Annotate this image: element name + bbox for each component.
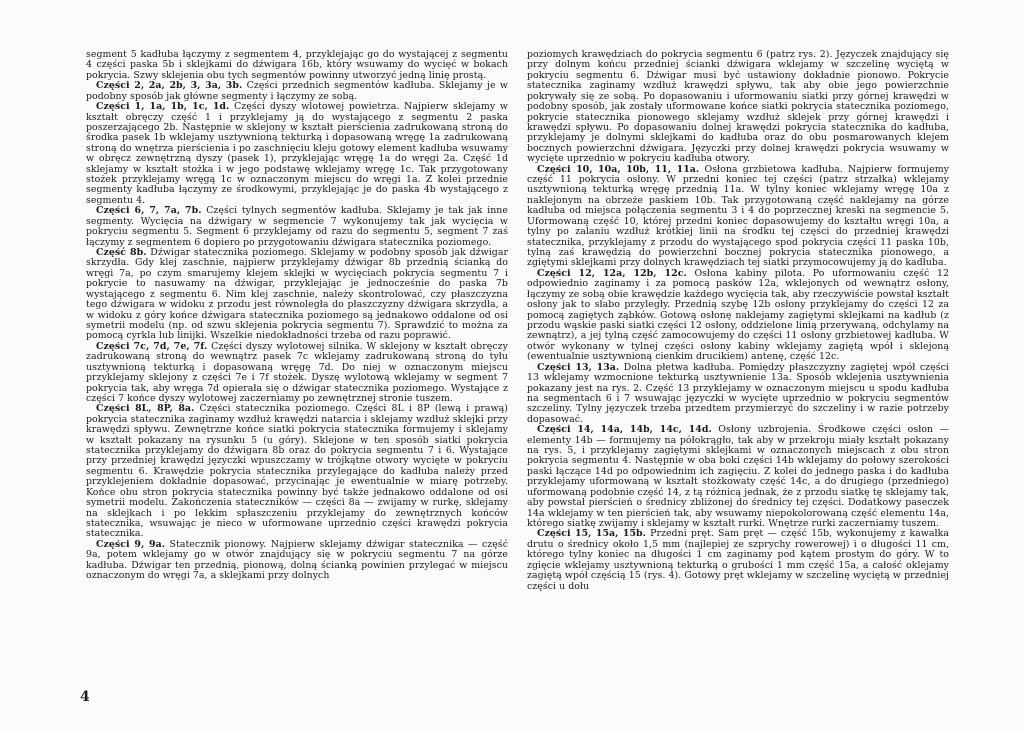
section-heading: Części 1, 1a, 1b, 1c, 1d.: [96, 101, 230, 113]
paragraph-text: Osłony uzbrojenia. Środkowe części osłon — elementy 14b — formujemy na półokrągło, tak aby w przekroju miały kształt pokazany na rys. 5, i przyklejamy zagiętymi sklejkami w oznaczonych miejscach z obu stron pokrycia segmentu 4. Następnie w oba boki części 14b wklejamy do połowy szerokości paski łączące 14d po odpowiednim ich zagięciu. Z kolei do jednego paska i do kadłuba przyklejamy uformowaną w kształt stożkowaty część 14c, a do drugiego (przedniego) uformowaną podobnie część 14, z tą różnicą jednak, że z przodu siatkę tę sklejamy tak, aby powstał pierścień o średnicy zbliżonej do średnicy tej części. Dodatkowy paseczek 14a wklejamy w ten pierścień tak, aby wsuwamy niepokolorowaną część elementu 14a, którego siatkę zwijamy i sklejamy w kształt rurki. Wnętrze rurki zaczerniamy tuszem.: [527, 424, 950, 529]
paragraph: [86, 50, 508, 81]
paragraph-text: Dolna płetwa kadłuba. Pomiędzy płaszczyzny zagiętej wpół części 13 wklejamy wzmocnione tekturką usztywnienie 13a. Sposób wklejenia usztywnienia pokazany jest na rys. 2. Część 13 przyklejamy w oznaczonym miejscu u spodu kadłuba na segmentach 6 i 7 wsuwając języczki w wycięte uprzednio w pokryciu segmentów szczeliny. Tylny języczek trzeba przedtem przymierzyć do szczeliny i w razie potrzeby dopasować.: [527, 361, 949, 425]
paragraph-text: Części dyszy wylotowej silnika. W sklejony w kształt obręczy zadrukowaną stroną do wewnątrz pasek 7c wklejamy zadrukowaną stroną do tyłu usztywnioną tekturką i dopasowaną wręgę 7d. Do niej w oznaczonym miejscu przyklejamy sklejony z części 7e i 7f stożek. Dyszę wylotową wklejamy w segment 7 pokrycia tak, aby wręga 7d opierała się o dźwigar statecznika poziomego. Wystające z części 7 końce dyszy wylotowej zaczerniamy po zewnętrznej stronie tuszem.: [86, 340, 508, 404]
paragraph: [86, 81, 508, 102]
section-heading: Części 10, 10a, 10b, 11, 11a.: [537, 163, 700, 175]
section-heading: Części 7c, 7d, 7e, 7f.: [96, 340, 208, 352]
paragraph: [86, 248, 508, 342]
section-heading: Części 8L, 8P, 8a.: [96, 403, 195, 415]
paragraph: [86, 102, 508, 206]
paragraph: [527, 363, 949, 426]
section-heading: Części 6, 7, 7a, 7b.: [96, 205, 202, 217]
section-heading: Części 2, 2a, 2b, 3, 3a, 3b.: [96, 80, 243, 92]
paragraph: [86, 342, 508, 405]
section-heading: Części 12, 12a, 12b, 12c.: [537, 267, 687, 279]
paragraph: [86, 206, 508, 248]
section-heading: Części 15, 15a, 15b.: [537, 528, 646, 540]
paragraph-text: Części tylnych segmentów kadłuba. Sklejamy je tak jak inne segmenty. Wycięcia na dźwigary w segmencie 7 wykonujemy tak jak wycięcia w pokryciu segmentu 5. Segment 6 przyklejamy od razu do segmentu 5, segment 7 zaś łączymy z segmentem 6 dopiero po przygotowaniu dźwigara statecznika poziomego.: [86, 205, 508, 248]
paragraph: [86, 540, 508, 582]
right-text-column: [527, 50, 949, 592]
paragraph: [527, 165, 949, 269]
section-heading: Części 13, 13a.: [537, 361, 620, 373]
paragraph-text: poziomych krawędziach do pokrycia segmentu 6 (patrz rys. 2). Języczek znajdujący się przy dolnym końcu przedniej ścianki dźwigara wklejamy w szczelinę wyciętą w pokryciu segmentu 6. Dźwigar musi być ustawiony dokładnie pionowo. Pokrycie statecznika zaginamy wzdłuż krawędzi spływu, tak aby obie jego powierzchnie pokrywały się ze sobą. Po dopasowaniu i uformowaniu siatki przy górnej krawędzi w podobny sposób, jak zostały uformowane końce siatki pokrycia statecznika poziomego, pokrycie statecznika pionowego sklejamy wzdłuż sklejek przy górnej krawędzi i krawędzi spływu. Po dopasowaniu dolnej krawędzi pokrycia statecznika do kadłuba, przyklejamy je dolnymi sklejkami do kadłuba oraz do obu posmarowanych klejem bocznych powierzchni dźwigara. Języczki przy dolnej krawędzi pokrycia wsuwamy w wycięte uprzednio w pokryciu kadłuba otwory.: [527, 49, 949, 165]
paragraph-text: Statecznik pionowy. Najpierw sklejamy dźwigar statecznika — część 9a, potem wklejamy go w otwór znajdujący się w pokryciu segmentu 7 na górze kadłuba. Dźwigar ten przednią, pionową, dolną ścianką powinien przylegać w miejscu oznaczonym do wręgi 7a, a sklejkami przy dolnych: [86, 538, 508, 582]
paragraph: [527, 425, 949, 529]
paragraph: [527, 269, 949, 363]
paragraph-text: Części statecznika poziomego. Części 8L i 8P (lewą i prawą) pokrycia statecznika zaginamy wzdłuż krawędzi natarcia i sklejamy wzdłuż sklejki przy krawędzi spływu. Zewnętrzne końce siatki pokrycia statecznika formujemy i sklejamy w kształt pokazany na rysunku 5 (u góry). Sklejone w ten sposób siatki pokrycia statecznika przyklejamy do dźwigara 8b oraz do pokrycia segmentu 7 i 6. Wystające przy przedniej krawędzi języczki wpuszczamy w trójkątne otwory wycięte w pokryciu segmentu 6. Krawędzie pokrycia statecznika przylegające do kadłuba należy przed przyklejeniem dokładnie dopasować, przycinając je ewentualnie w miarę potrzeby. Końce obu stron pokrycia statecznika powinny być także jednakowo oddalone od osi symetrii modelu. Zakończenia stateczników — części 8a — zwijamy w rurkę, sklejamy na sklejkach i po lekkim spłaszczeniu przyklejamy do zewnętrznych końców statecznika, wsuwając je nieco w uformowane uprzednio części krawędzi pokrycia statecznika.: [86, 403, 508, 540]
paragraph-text: segment 5 kadłuba łączymy z segmentem 4, przyklejając go do wystającej z segmentu 4 części paska 5b i sklejkami do dźwigara 16b, który wsuwamy do wycięć w bokach pokrycia. Szwy sklejenia obu tych segmentów powinny utworzyć jedną linię prostą.: [86, 49, 508, 81]
paragraph-text: Osłona kabiny pilota. Po uformowaniu część 12 odpowiednio zaginamy i za pomocą pasków 12a, wklejonych od wewnątrz osłony, łączymy ze sobą obie krawędzie każdego wycięcia tak, aby rzeczywiście powstał kształt osłony jak to słabo przyległy. Przednią szybę 12b osłony przyklejamy do części 12 za pomocą zagiętych ząbków. Gotową osłonę naklejamy zagiętymi sklejkami na kadłub (z przodu wąskie paski siatki części 12 osłony, oddzielone linią przerywaną, odchylamy na zewnątrz), a jej tylną część zamocowujemy do części 11 osłony grzbietowej kadłuba. W otwór wykonany w tylnej części osłony kabiny wklejamy zagiętą wpół i sklejoną (ewentualnie usztywnioną cienkim drucikiem) antenę, część 12c.: [527, 267, 949, 363]
paragraph-text: Części przednich segmentów kadłuba. Sklejamy je w podobny sposób jak główne segmenty i łączymy ze sobą.: [86, 80, 508, 102]
paragraph: [527, 529, 949, 592]
paragraph-text: Dźwigar statecznika poziomego. Sklejamy w podobny sposób jak dźwigar skrzydła. Gdy klej zaschnie, najpierw przyklejamy dźwigar 8b przednią ścianką do wręgi 7a, po czym smarujemy klejem sklejki w wycięciach pokrycia segmentu 7 i pokrycie to nasuwamy na dźwigar, przyklejając je jednocześnie do paska 7b wystającego z segmentu 6. Nim klej zaschnie, należy skontrolować, czy płaszczyzna tego dźwigara w widoku z przodu jest równoległa do płaszczyzny dźwigara skrzydła, a w widoku z góry końce dźwigara statecznika poziomego są jednakowo oddalone od osi symetrii modelu (np. od szwu sklejenia pokrycia segmentu 7). Sprawdzić to można za pomocą cyrkla lub linijki. Wszelkie niedokładności trzeba od razu poprawić.: [86, 247, 508, 342]
section-heading: Części 14, 14a, 14b, 14c, 14d.: [537, 424, 712, 436]
page-number: 4: [80, 689, 90, 705]
paragraph: [86, 404, 508, 539]
paragraph-text: Części dyszy wlotowej powietrza. Najpierw sklejamy w kształt obręczy część 1 i przyklejamy ją do wystającego z segmentu 2 paska poszerzającego 2b. Następnie w sklejony w kształt pierścienia zadrukowaną stroną do środka pasek 1b wklejamy usztywnioną tekturką i dopasowaną wręgę 1a zadrukowaną stroną do wnętrza pierścienia i po zaschnięciu kleju gotowy element kadłuba wsuwamy w obręcz zewnętrzną dyszy (pasek 1), przyklejając wręgę 1a do wręgi 2a. Część 1d sklejamy w kształt stożka i w jego podstawę wklejamy wręgę 1c. Tak przygotowany stożek przyklejamy wręgą 1c w oznaczonym miejscu do wręgi 1a. Z kolei przednie segmenty kadłuba łączymy ze środkowymi, przyklejając je do paska 4b wystającego z segmentu 4.: [86, 101, 509, 206]
left-text-column: [86, 50, 508, 582]
section-heading: Części 9, 9a.: [96, 538, 166, 550]
section-heading: Część 8b.: [96, 247, 147, 259]
paragraph-text: Przedni pręt. Sam pręt — część 15b, wykonujemy z kawałka drutu o średnicy około 1,5 mm (najlepiej ze szprychy rowerowej) i o długości 11 cm, którego tylny koniec na długości 1 cm zaginamy pod kątem prostym do góry. W to zgięcie wklejamy usztywnioną tekturką o grubości 1 mm część 15a, a całość oklejamy zagiętą wpół częścią 15 (rys. 4). Gotowy pręt wklejamy w szczelinę wyciętą w przedniej części u dołu: [527, 528, 949, 592]
paragraph-text: Osłona grzbietowa kadłuba. Najpierw formujemy część 11 pokrycia osłony. W przedni koniec tej części (patrz strzałka) wklejamy usztywnioną tekturką wręgę przednią 11a. W tylny koniec wklejamy wręgę 10a z naklejonym na obrzeże paskiem 10b. Tak przygotowaną część naklejamy na górze kadłuba od miejsca połączenia segmentu 3 i 4 do poprzecznej kreski na segmencie 5. Uformowaną część 10, której przedni koniec dopasowujemy do kształtu wręgi 10a, a tylny po zalaniu wzdłuż krótkiej linii na środku tej części do przedniej krawędzi statecznika, przyklejamy z przodu do wystającego spod pokrycia części 11 paska 10b, tylną zaś krawędzią do powierzchni bocznej pokrycia statecznika pionowego, a zgiętymi sklejkami przy dolnych krawędziach tej siatki przymocowujemy ją do kadłuba.: [527, 163, 950, 269]
paragraph: [527, 50, 949, 165]
